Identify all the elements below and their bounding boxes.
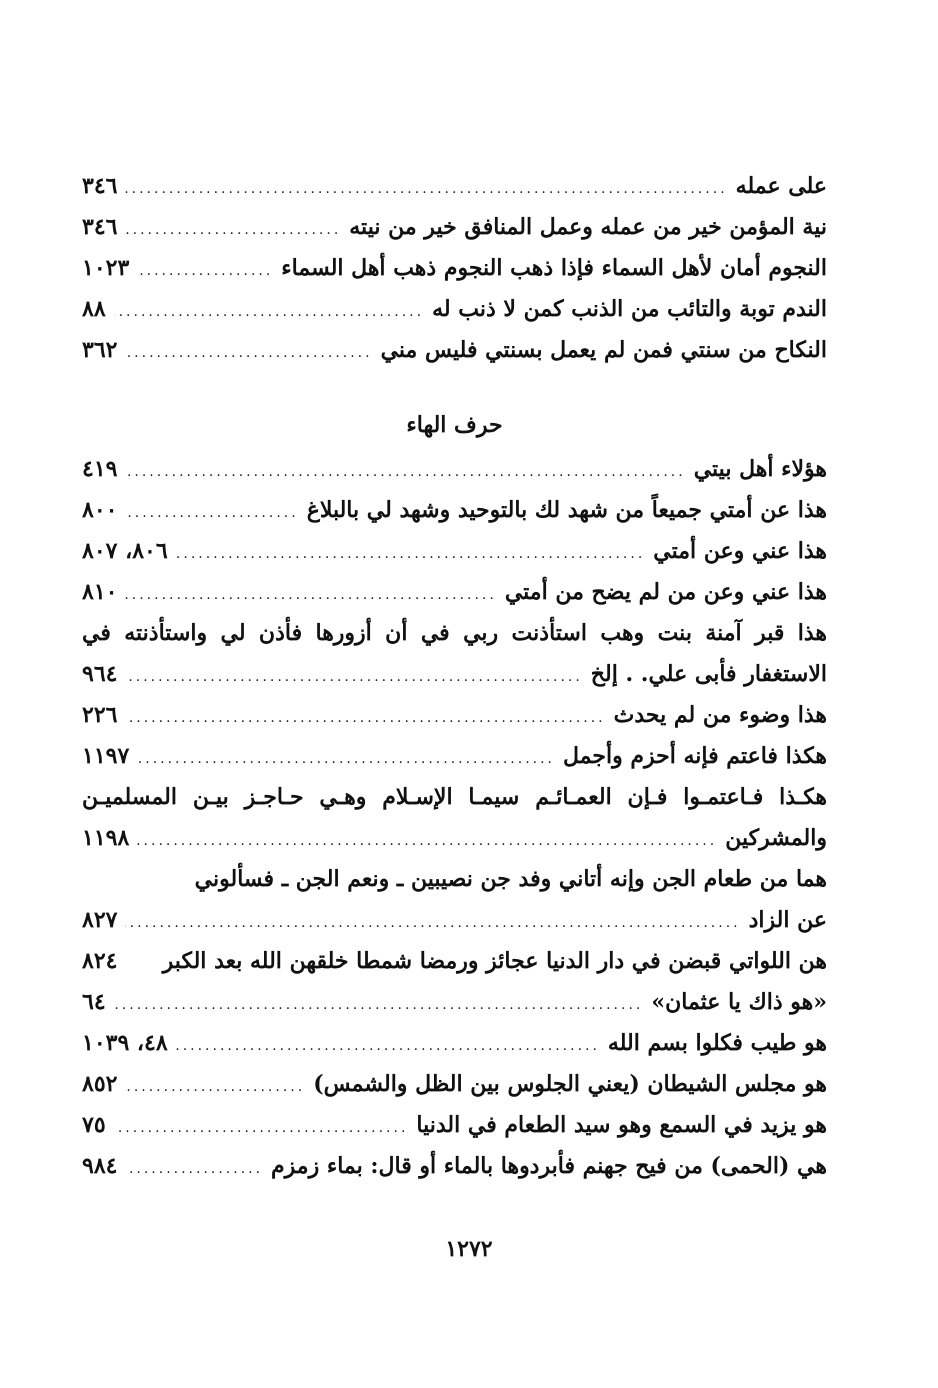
dot-leader	[125, 333, 372, 374]
dot-leader	[125, 210, 341, 251]
entry-text: هؤلاء أهل بيتي	[693, 456, 827, 482]
entry-page-ref: ٤١٩	[82, 456, 118, 482]
entry-page-ref: ٤٨، ١٠٣٩	[82, 1030, 168, 1056]
entry-text: هي (الحمى) من فيح جهنم فأبردوها بالماء أو قال: بماء زمزم	[271, 1153, 827, 1179]
entry-text: هذا عني وعن أمتي	[653, 538, 827, 564]
dot-leader	[125, 903, 740, 944]
index-entry	[82, 1105, 827, 1146]
entry-page-ref: ٦٤	[82, 989, 106, 1015]
entry-page-ref: ١١٩٧	[82, 743, 130, 769]
dot-leader	[125, 575, 496, 616]
index-entry	[82, 654, 827, 695]
entry-page-ref: ٨٢٧	[82, 907, 118, 933]
entry-text: هذا وضوء من لم يحدث	[613, 702, 827, 728]
entry-page-ref: ١٠٢٣	[82, 255, 130, 281]
entry-text: هذا عني وعن من لم يضح من أمتي	[504, 579, 827, 605]
entry-page-ref: ٣٤٦	[82, 214, 118, 240]
dot-leader	[125, 1149, 263, 1190]
entry-text: «هو ذاك يا عثمان»	[651, 989, 827, 1015]
index-entry	[82, 572, 827, 613]
entry-text: نية المؤمن خير من عمله وعمل المنافق خير من نيته	[349, 214, 827, 240]
index-entry	[82, 207, 827, 248]
index-entry	[82, 248, 827, 289]
index-page	[82, 166, 827, 1187]
entry-page-ref: ٨٢٤	[82, 948, 118, 974]
dot-leader	[137, 739, 555, 780]
index-entry	[82, 449, 827, 490]
entry-text: هو طيب فكلوا بسم الله	[607, 1030, 827, 1056]
section-heading: حرف الهاء	[406, 412, 503, 438]
dot-leader	[114, 1108, 409, 1149]
index-entry	[82, 531, 827, 572]
entry-text: النجوم أمان لأهل السماء فإذا ذهب النجوم ذهب أهل السماء	[281, 255, 827, 281]
entry-text: الاستغفار فأبى علي. . إلخ	[590, 661, 827, 687]
index-entry	[82, 982, 827, 1023]
dot-leader	[125, 698, 605, 739]
entry-text: هما من طعام الجن وإنه أتاني وفد جن نصيبين ـ ونعم الجن ـ فسألوني	[194, 866, 827, 892]
entry-page-ref: ٩٦٤	[82, 661, 118, 687]
entry-text: والمشركين	[725, 825, 827, 851]
entry-text: هو مجلس الشيطان (يعني الجلوس بين الظل والشمس)	[313, 1071, 827, 1097]
dot-leader	[137, 251, 273, 292]
dot-leader	[125, 1067, 305, 1108]
dot-leader	[114, 985, 644, 1026]
entry-page-ref: ١١٩٨	[82, 825, 130, 851]
dot-leader	[137, 821, 717, 862]
index-entry	[82, 900, 827, 941]
entry-page-ref: ٣٦٢	[82, 337, 118, 363]
entry-text: الندم توبة والتائب من الذنب كمن لا ذنب له	[432, 296, 827, 322]
entry-text: هكـذا فـاعتمـوا فـإن العمـائـم سيمـا الإسـلام وهـي حـاجـز بيـن المسلميـن	[82, 784, 827, 810]
entry-text: عن الزاد	[748, 907, 827, 933]
index-entry	[82, 166, 827, 207]
entry-text: هذا قبر آمنة بنت وهب استأذنت ربي في أن أزورها فأذن لي واستأذنته في	[82, 620, 827, 646]
index-entry	[82, 777, 827, 818]
index-entry	[82, 613, 827, 654]
entry-page-ref: ٢٢٦	[82, 702, 118, 728]
index-entry	[82, 736, 827, 777]
entry-page-ref: ٣٤٦	[82, 173, 118, 199]
index-entry	[82, 289, 827, 330]
dot-leader	[176, 1026, 600, 1067]
index-entry	[82, 330, 827, 371]
index-entry	[82, 1064, 827, 1105]
dot-leader	[125, 452, 685, 493]
entry-page-ref: ٨٥٢	[82, 1071, 118, 1097]
entry-page-ref: ٧٥	[82, 1112, 106, 1138]
entry-page-ref: ٨١٠	[82, 579, 118, 605]
entry-text: هكذا فاعتم فإنه أحزم وأجمل	[563, 743, 827, 769]
dot-leader	[114, 292, 424, 333]
entry-page-ref: ٨٨	[82, 296, 106, 322]
entry-text: هن اللواتي قبضن في دار الدنيا عجائز ورمضا شمطا خلقهن الله بعد الكبر	[162, 948, 827, 974]
entry-page-ref: ٨٠٦، ٨٠٧	[82, 538, 168, 564]
index-entry	[82, 941, 827, 982]
entry-page-ref: ٨٠٠	[82, 497, 118, 523]
dot-leader	[125, 657, 582, 698]
index-entry	[82, 695, 827, 736]
entry-text: هذا عن أمتي جميعاً من شهد لك بالتوحيد وشهد لي بالبلاغ	[306, 497, 827, 523]
page-number: ١٢٧٢	[445, 1236, 493, 1262]
dot-leader	[176, 534, 646, 575]
dot-leader	[125, 493, 298, 534]
entry-text: على عمله	[735, 173, 827, 199]
entry-page-ref: ٩٨٤	[82, 1153, 118, 1179]
index-section-haa	[82, 449, 827, 1187]
index-entry	[82, 859, 827, 900]
dot-leader	[125, 169, 727, 210]
section-gap	[82, 371, 827, 401]
index-entry	[82, 818, 827, 859]
index-entry	[82, 490, 827, 531]
entry-text: هو يزيد في السمع وهو سيد الطعام في الدنيا	[416, 1112, 827, 1138]
index-entry	[82, 1023, 827, 1064]
entry-text: النكاح من سنتي فمن لم يعمل بسنتي فليس مني	[380, 337, 827, 363]
index-section-previous-letter	[82, 166, 827, 371]
index-entry	[82, 1146, 827, 1187]
